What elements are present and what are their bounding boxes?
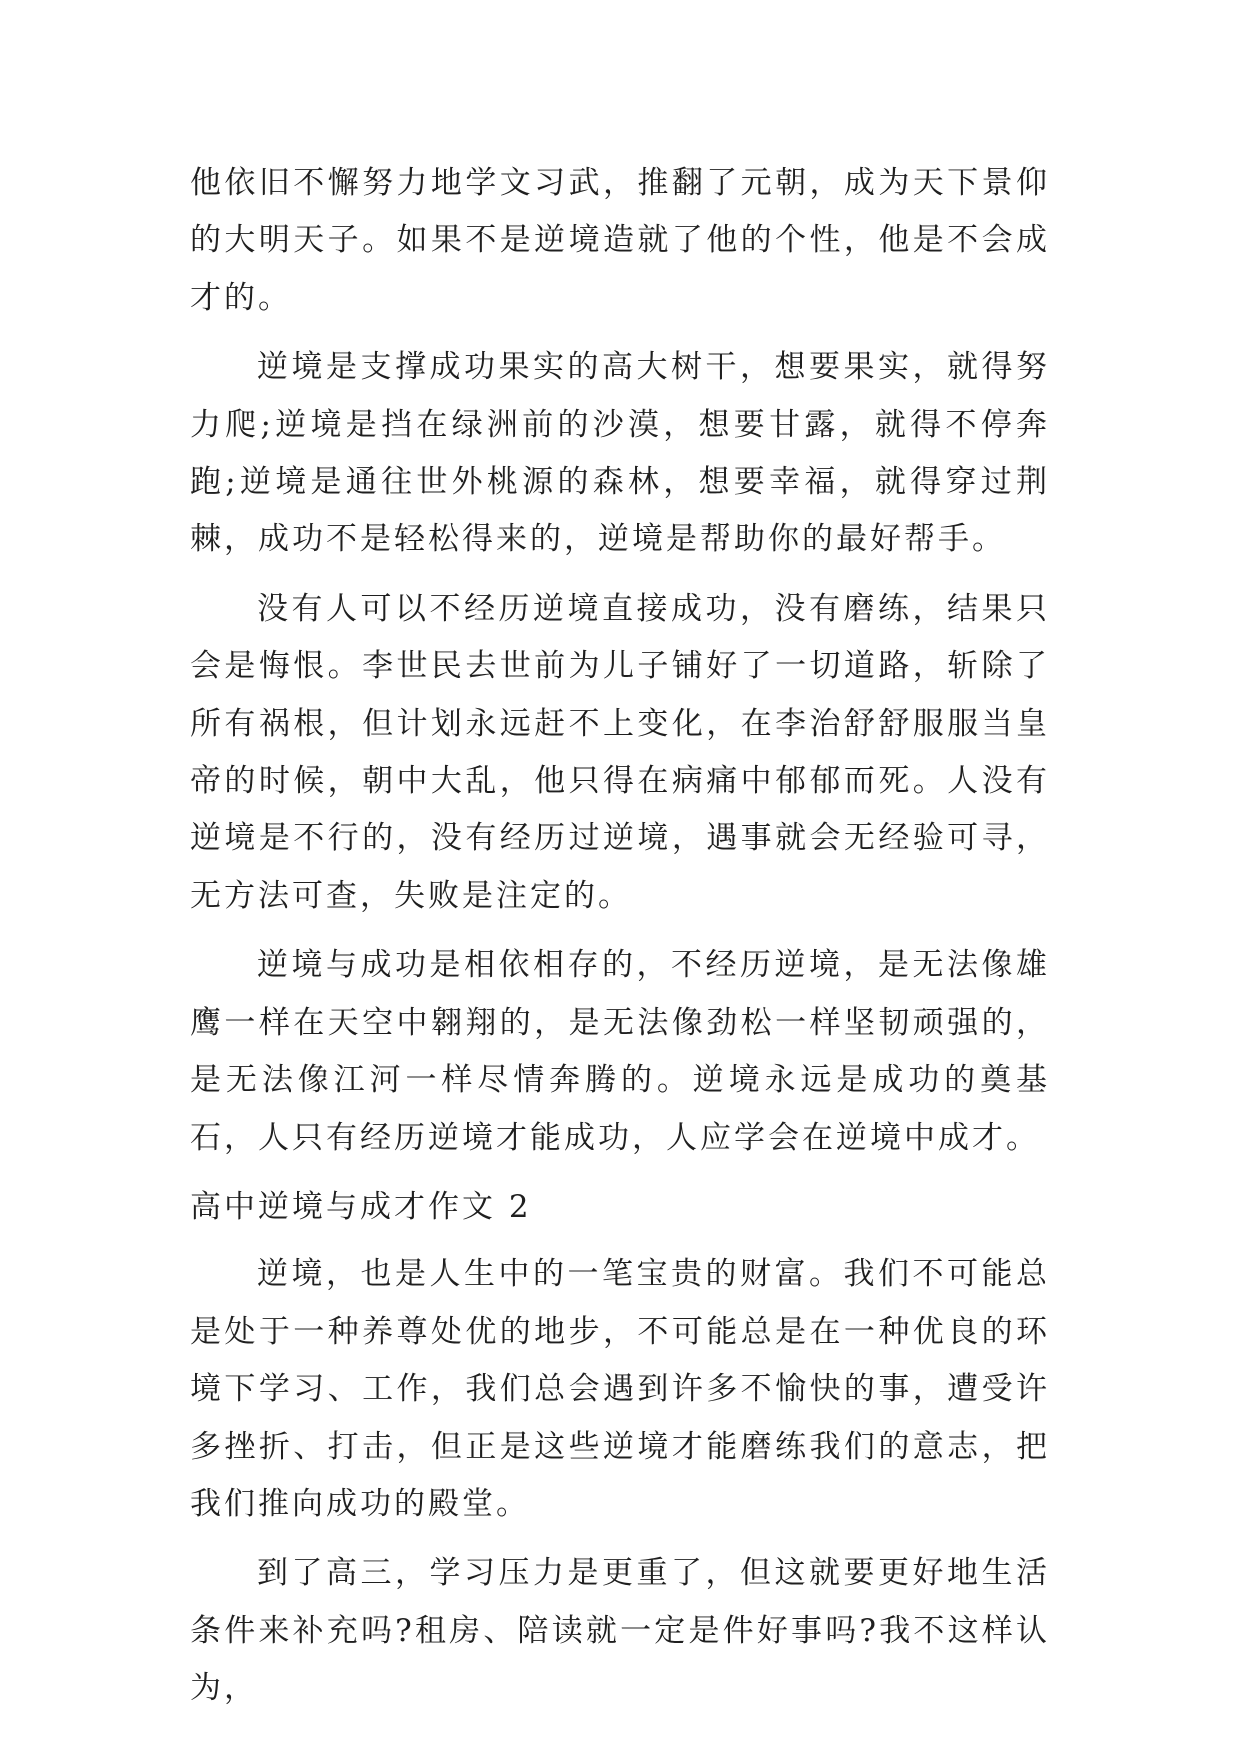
paragraph-senior-year: 到了高三，学习压力是更重了，但这就要更好地生活条件来补充吗?租房、陪读就一定是件好事吗?我不这样认为， xyxy=(190,1555,1050,1707)
document-body xyxy=(190,155,1050,1730)
paragraph-adversity-tree: 逆境是支撑成功果实的高大树干，想要果实，就得努力爬;逆境是挡在绿洲前的沙漠，想要甘露，就得不停奔跑;逆境是通往世外桃源的森林，想要幸福，就得穿过荆棘，成功不是轻松得来的，逆境是帮助你的最好帮手。 xyxy=(190,349,1050,558)
section-heading: 高中逆境与成才作文 2 xyxy=(190,1188,532,1225)
paragraph-continuation: 他依旧不懈努力地学文习武，推翻了元朝，成为天下景仰的大明天子。如果不是逆境造就了他的个性，他是不会成才的。 xyxy=(190,165,1050,316)
paragraph-adversity-wealth: 逆境，也是人生中的一笔宝贵的财富。我们不可能总是处于一种养尊处优的地步，不可能总是在一种优良的环境下学习、工作，我们总会遇到许多不愉快的事，遭受许多挫折、打击，但正是这些逆境才能磨练我们的意志，把我们推向成功的殿堂。 xyxy=(190,1256,1050,1522)
paragraph-li-shimin: 没有人可以不经历逆境直接成功，没有磨练，结果只会是悔恨。李世民去世前为儿子铺好了一切道路，斩除了所有祸根，但计划永远赶不上变化，在李治舒舒服服当皇帝的时候，朝中大乱，他只得在病痛中郁郁而死。人没有逆境是不行的，没有经历过逆境，遇事就会无经验可寻，无方法可查，失败是注定的。 xyxy=(190,590,1050,914)
paragraph-adversity-success: 逆境与成功是相依相存的，不经历逆境，是无法像雄鹰一样在天空中翱翔的，是无法像劲松一样坚韧顽强的，是无法像江河一样尽情奔腾的。逆境永远是成功的奠基石，人只有经历逆境才能成功，人应学会在逆境中成才。 xyxy=(190,947,1050,1156)
